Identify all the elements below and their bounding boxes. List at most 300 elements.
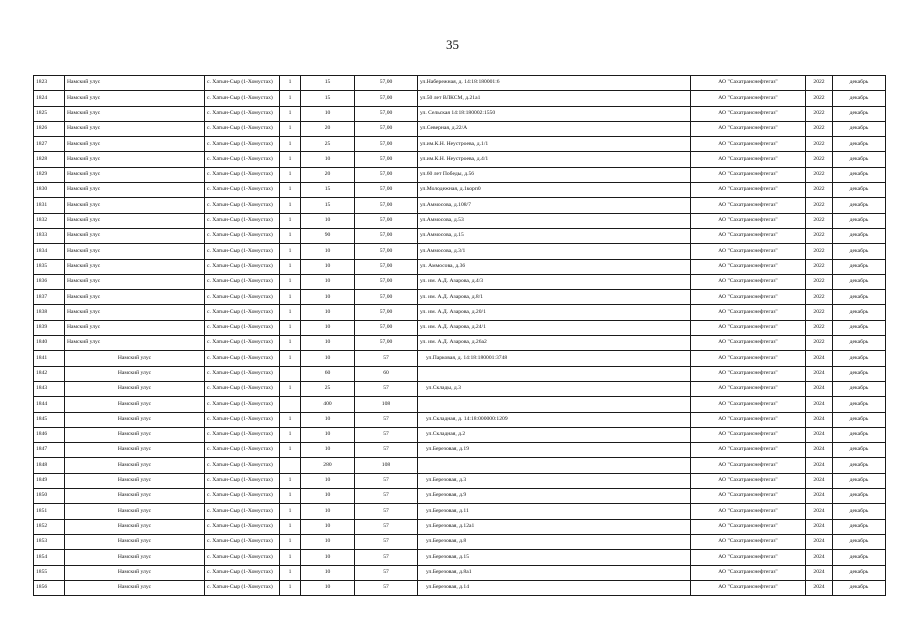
row-number: 1856 — [34, 580, 65, 595]
organization-cell: АО "Сахатранснефтегаз" — [691, 305, 806, 320]
rate-cell: 57,00 — [355, 121, 418, 136]
rate-cell: 57,00 — [355, 259, 418, 274]
row-number: 1827 — [34, 137, 65, 152]
year-cell: 2024 — [806, 443, 833, 458]
month-cell: декабрь — [833, 167, 886, 182]
year-cell: 2024 — [806, 351, 833, 366]
address-cell: ул.Березовая, д.15 — [418, 550, 691, 565]
row-number: 1847 — [34, 443, 65, 458]
table-row — [34, 381, 886, 396]
registry-table — [33, 75, 886, 596]
quantity-cell: 10 — [301, 259, 355, 274]
row-number: 1838 — [34, 305, 65, 320]
count-cell: 1 — [280, 351, 301, 366]
quantity-cell: 10 — [301, 274, 355, 289]
count-cell: 1 — [280, 106, 301, 121]
rate-cell: 57 — [355, 443, 418, 458]
district-cell: Намский улус — [65, 565, 205, 580]
rate-cell: 57 — [355, 489, 418, 504]
table-row — [34, 91, 886, 106]
count-cell: 1 — [280, 534, 301, 549]
settlement-cell: с. Хатын-Сыр (1-Хомустах) — [205, 91, 280, 106]
organization-cell: АО "Сахатранснефтегаз" — [691, 228, 806, 243]
organization-cell: АО "Сахатранснефтегаз" — [691, 443, 806, 458]
address-cell: ул.Северная, д.22/A — [418, 121, 691, 136]
settlement-cell: с. Хатын-Сыр (1-Хомустах) — [205, 106, 280, 121]
quantity-cell: 10 — [301, 305, 355, 320]
month-cell: декабрь — [833, 76, 886, 91]
rate-cell: 57,00 — [355, 305, 418, 320]
month-cell: декабрь — [833, 336, 886, 351]
registry-table-body — [34, 76, 886, 596]
organization-cell: АО "Сахатранснефтегаз" — [691, 320, 806, 335]
quantity-cell: 10 — [301, 244, 355, 259]
table-row — [34, 213, 886, 228]
organization-cell: АО "Сахатранснефтегаз" — [691, 519, 806, 534]
count-cell: 1 — [280, 489, 301, 504]
quantity-cell: 10 — [301, 550, 355, 565]
row-number: 1833 — [34, 228, 65, 243]
table-row — [34, 76, 886, 91]
organization-cell: АО "Сахатранснефтегаз" — [691, 167, 806, 182]
quantity-cell: 15 — [301, 183, 355, 198]
address-cell: ул.Аммосова, д.53 — [418, 213, 691, 228]
quantity-cell: 400 — [301, 397, 355, 412]
count-cell: 1 — [280, 244, 301, 259]
address-cell: ул.50 лет ВЛКСМ, д.21а1 — [418, 91, 691, 106]
settlement-cell: с. Хатын-Сыр (1-Хомустах) — [205, 412, 280, 427]
count-cell — [280, 458, 301, 473]
rate-cell: 57 — [355, 550, 418, 565]
district-cell: Намский улус — [65, 443, 205, 458]
count-cell: 1 — [280, 336, 301, 351]
year-cell: 2024 — [806, 534, 833, 549]
year-cell: 2022 — [806, 91, 833, 106]
settlement-cell: с. Хатын-Сыр (1-Хомустах) — [205, 443, 280, 458]
district-cell: Намский улус — [65, 550, 205, 565]
address-cell: ул. Сельская 14:18:180002:1550 — [418, 106, 691, 121]
organization-cell: АО "Сахатранснефтегаз" — [691, 534, 806, 549]
count-cell — [280, 397, 301, 412]
organization-cell: АО "Сахатранснефтегаз" — [691, 290, 806, 305]
quantity-cell: 10 — [301, 489, 355, 504]
settlement-cell: с. Хатын-Сыр (1-Хомустах) — [205, 244, 280, 259]
settlement-cell: с. Хатын-Сыр (1-Хомустах) — [205, 534, 280, 549]
rate-cell: 57,00 — [355, 274, 418, 289]
row-number: 1853 — [34, 534, 65, 549]
district-cell: Намский улус — [65, 351, 205, 366]
organization-cell: АО "Сахатранснефтегаз" — [691, 91, 806, 106]
quantity-cell: 25 — [301, 381, 355, 396]
district-cell: Намский улус — [65, 167, 205, 182]
address-cell: ул.Березовая, д.3 — [418, 473, 691, 488]
rate-cell: 57,00 — [355, 167, 418, 182]
rate-cell: 57,00 — [355, 244, 418, 259]
row-number: 1824 — [34, 91, 65, 106]
year-cell: 2022 — [806, 121, 833, 136]
quantity-cell: 10 — [301, 106, 355, 121]
row-number: 1842 — [34, 366, 65, 381]
address-cell: ул.Березовая, д.8 — [418, 534, 691, 549]
year-cell: 2022 — [806, 167, 833, 182]
settlement-cell: с. Хатын-Сыр (1-Хомустах) — [205, 259, 280, 274]
organization-cell: АО "Сахатранснефтегаз" — [691, 550, 806, 565]
organization-cell: АО "Сахатранснефтегаз" — [691, 412, 806, 427]
rate-cell: 57,00 — [355, 152, 418, 167]
organization-cell: АО "Сахатранснефтегаз" — [691, 121, 806, 136]
address-cell: ул. им. А.Д. Азарова, д.8/1 — [418, 290, 691, 305]
month-cell: декабрь — [833, 91, 886, 106]
year-cell: 2024 — [806, 412, 833, 427]
organization-cell: АО "Сахатранснефтегаз" — [691, 397, 806, 412]
district-cell: Намский улус — [65, 366, 205, 381]
table-row — [34, 443, 886, 458]
table-row — [34, 427, 886, 442]
rate-cell: 57,00 — [355, 198, 418, 213]
row-number: 1840 — [34, 336, 65, 351]
organization-cell: АО "Сахатранснефтегаз" — [691, 366, 806, 381]
rate-cell: 57,00 — [355, 137, 418, 152]
count-cell: 1 — [280, 167, 301, 182]
district-cell: Намский улус — [65, 397, 205, 412]
year-cell: 2024 — [806, 397, 833, 412]
year-cell: 2022 — [806, 320, 833, 335]
organization-cell: АО "Сахатранснефтегаз" — [691, 489, 806, 504]
count-cell: 1 — [280, 550, 301, 565]
quantity-cell: 10 — [301, 519, 355, 534]
organization-cell: АО "Сахатранснефтегаз" — [691, 351, 806, 366]
count-cell: 1 — [280, 228, 301, 243]
organization-cell: АО "Сахатранснефтегаз" — [691, 580, 806, 595]
table-row — [34, 228, 886, 243]
district-cell: Намский улус — [65, 106, 205, 121]
settlement-cell: с. Хатын-Сыр (1-Хомустах) — [205, 458, 280, 473]
month-cell: декабрь — [833, 259, 886, 274]
month-cell: декабрь — [833, 519, 886, 534]
organization-cell: АО "Сахатранснефтегаз" — [691, 274, 806, 289]
month-cell: декабрь — [833, 504, 886, 519]
settlement-cell: с. Хатын-Сыр (1-Хомустах) — [205, 336, 280, 351]
month-cell: декабрь — [833, 427, 886, 442]
district-cell: Намский улус — [65, 489, 205, 504]
quantity-cell: 10 — [301, 152, 355, 167]
address-cell: ул.Складная, д. 14:18:000000:1209 — [418, 412, 691, 427]
month-cell: декабрь — [833, 290, 886, 305]
address-cell: ул.им.К.Н. Неустроева, д.1/1 — [418, 137, 691, 152]
month-cell: декабрь — [833, 473, 886, 488]
rate-cell: 57,00 — [355, 76, 418, 91]
address-cell: ул.Березовая, д.9 — [418, 489, 691, 504]
district-cell: Намский улус — [65, 290, 205, 305]
rate-cell: 57,00 — [355, 106, 418, 121]
row-number: 1846 — [34, 427, 65, 442]
count-cell: 1 — [280, 290, 301, 305]
quantity-cell: 10 — [301, 290, 355, 305]
table-row — [34, 290, 886, 305]
organization-cell: АО "Сахатранснефтегаз" — [691, 336, 806, 351]
organization-cell: АО "Сахатранснефтегаз" — [691, 259, 806, 274]
year-cell: 2024 — [806, 458, 833, 473]
rate-cell: 57,00 — [355, 183, 418, 198]
rate-cell: 57,00 — [355, 228, 418, 243]
rate-cell: 57 — [355, 534, 418, 549]
address-cell: ул.60 лет Победы, д.56 — [418, 167, 691, 182]
rate-cell: 57 — [355, 565, 418, 580]
rate-cell: 57 — [355, 351, 418, 366]
table-row — [34, 137, 886, 152]
settlement-cell: с. Хатын-Сыр (1-Хомустах) — [205, 76, 280, 91]
settlement-cell: с. Хатын-Сыр (1-Хомустах) — [205, 121, 280, 136]
row-number: 1844 — [34, 397, 65, 412]
count-cell: 1 — [280, 76, 301, 91]
table-row — [34, 152, 886, 167]
rate-cell: 60 — [355, 366, 418, 381]
count-cell: 1 — [280, 580, 301, 595]
district-cell: Намский улус — [65, 244, 205, 259]
row-number: 1854 — [34, 550, 65, 565]
month-cell: декабрь — [833, 121, 886, 136]
year-cell: 2022 — [806, 274, 833, 289]
row-number: 1834 — [34, 244, 65, 259]
address-cell: ул. им. А.Д. Азарова, д.20/1 — [418, 305, 691, 320]
organization-cell: АО "Сахатранснефтегаз" — [691, 244, 806, 259]
rate-cell: 57 — [355, 580, 418, 595]
settlement-cell: с. Хатын-Сыр (1-Хомустах) — [205, 580, 280, 595]
table-row — [34, 473, 886, 488]
month-cell: декабрь — [833, 412, 886, 427]
address-cell: ул.Склады, д.3 — [418, 381, 691, 396]
settlement-cell: с. Хатын-Сыр (1-Хомустах) — [205, 198, 280, 213]
address-cell — [418, 366, 691, 381]
count-cell: 1 — [280, 320, 301, 335]
settlement-cell: с. Хатын-Сыр (1-Хомустах) — [205, 290, 280, 305]
year-cell: 2024 — [806, 580, 833, 595]
address-cell: ул. Аммосова, д.36 — [418, 259, 691, 274]
year-cell: 2022 — [806, 244, 833, 259]
organization-cell: АО "Сахатранснефтегаз" — [691, 152, 806, 167]
count-cell: 1 — [280, 91, 301, 106]
district-cell: Намский улус — [65, 274, 205, 289]
table-row — [34, 504, 886, 519]
count-cell: 1 — [280, 213, 301, 228]
district-cell: Намский улус — [65, 121, 205, 136]
table-row — [34, 366, 886, 381]
row-number: 1841 — [34, 351, 65, 366]
count-cell: 1 — [280, 519, 301, 534]
month-cell: декабрь — [833, 534, 886, 549]
year-cell: 2022 — [806, 290, 833, 305]
organization-cell: АО "Сахатранснефтегаз" — [691, 458, 806, 473]
count-cell: 1 — [280, 443, 301, 458]
organization-cell: АО "Сахатранснефтегаз" — [691, 76, 806, 91]
settlement-cell: с. Хатын-Сыр (1-Хомустах) — [205, 381, 280, 396]
month-cell: декабрь — [833, 213, 886, 228]
year-cell: 2022 — [806, 106, 833, 121]
year-cell: 2022 — [806, 259, 833, 274]
district-cell: Намский улус — [65, 534, 205, 549]
address-cell: ул.Аммосова, д.15 — [418, 228, 691, 243]
row-number: 1849 — [34, 473, 65, 488]
table-row — [34, 351, 886, 366]
row-number: 1825 — [34, 106, 65, 121]
year-cell: 2022 — [806, 152, 833, 167]
table-row — [34, 274, 886, 289]
month-cell: декабрь — [833, 228, 886, 243]
year-cell: 2022 — [806, 213, 833, 228]
rate-cell: 57,00 — [355, 320, 418, 335]
address-cell: ул.им.К.Н. Неустроева, д.4/1 — [418, 152, 691, 167]
row-number: 1830 — [34, 183, 65, 198]
district-cell: Намский улус — [65, 305, 205, 320]
quantity-cell: 280 — [301, 458, 355, 473]
rate-cell: 57,00 — [355, 290, 418, 305]
row-number: 1845 — [34, 412, 65, 427]
district-cell: Намский улус — [65, 228, 205, 243]
address-cell: ул. им. А.Д. Азарова, д.24/1 — [418, 320, 691, 335]
address-cell — [418, 397, 691, 412]
rate-cell: 57,00 — [355, 336, 418, 351]
row-number: 1831 — [34, 198, 65, 213]
district-cell: Намский улус — [65, 336, 205, 351]
row-number: 1848 — [34, 458, 65, 473]
rate-cell: 57 — [355, 473, 418, 488]
organization-cell: АО "Сахатранснефтегаз" — [691, 137, 806, 152]
year-cell: 2022 — [806, 228, 833, 243]
quantity-cell: 25 — [301, 137, 355, 152]
quantity-cell: 10 — [301, 412, 355, 427]
table-row — [34, 183, 886, 198]
address-cell — [418, 458, 691, 473]
settlement-cell: с. Хатын-Сыр (1-Хомустах) — [205, 550, 280, 565]
table-row — [34, 259, 886, 274]
settlement-cell: с. Хатын-Сыр (1-Хомустах) — [205, 397, 280, 412]
row-number: 1829 — [34, 167, 65, 182]
month-cell: декабрь — [833, 397, 886, 412]
row-number: 1852 — [34, 519, 65, 534]
organization-cell: АО "Сахатранснефтегаз" — [691, 381, 806, 396]
table-row — [34, 305, 886, 320]
row-number: 1851 — [34, 504, 65, 519]
address-cell: ул.Набережная, д. 14:18:180001:6 — [418, 76, 691, 91]
quantity-cell: 10 — [301, 565, 355, 580]
settlement-cell: с. Хатын-Сыр (1-Хомустах) — [205, 366, 280, 381]
year-cell: 2024 — [806, 550, 833, 565]
organization-cell: АО "Сахатранснефтегаз" — [691, 504, 806, 519]
year-cell: 2024 — [806, 427, 833, 442]
year-cell: 2024 — [806, 489, 833, 504]
settlement-cell: с. Хатын-Сыр (1-Хомустах) — [205, 427, 280, 442]
organization-cell: АО "Сахатранснефтегаз" — [691, 213, 806, 228]
year-cell: 2024 — [806, 366, 833, 381]
district-cell: Намский улус — [65, 213, 205, 228]
rate-cell: 57 — [355, 427, 418, 442]
count-cell: 1 — [280, 565, 301, 580]
table-row — [34, 336, 886, 351]
year-cell: 2022 — [806, 305, 833, 320]
district-cell: Намский улус — [65, 412, 205, 427]
year-cell: 2024 — [806, 381, 833, 396]
district-cell: Намский улус — [65, 76, 205, 91]
month-cell: декабрь — [833, 550, 886, 565]
organization-cell: АО "Сахатранснефтегаз" — [691, 427, 806, 442]
row-number: 1839 — [34, 320, 65, 335]
settlement-cell: с. Хатын-Сыр (1-Хомустах) — [205, 504, 280, 519]
organization-cell: АО "Сахатранснефтегаз" — [691, 106, 806, 121]
district-cell: Намский улус — [65, 381, 205, 396]
row-number: 1823 — [34, 76, 65, 91]
organization-cell: АО "Сахатранснефтегаз" — [691, 198, 806, 213]
rate-cell: 108 — [355, 458, 418, 473]
quantity-cell: 10 — [301, 320, 355, 335]
count-cell: 1 — [280, 137, 301, 152]
table-row — [34, 534, 886, 549]
quantity-cell: 10 — [301, 534, 355, 549]
month-cell: декабрь — [833, 458, 886, 473]
table-row — [34, 106, 886, 121]
district-cell: Намский улус — [65, 580, 205, 595]
month-cell: декабрь — [833, 198, 886, 213]
address-cell: ул. им. А.Д. Азарова, д.4/3 — [418, 274, 691, 289]
count-cell: 1 — [280, 381, 301, 396]
district-cell: Намский улус — [65, 504, 205, 519]
month-cell: декабрь — [833, 580, 886, 595]
table-row — [34, 412, 886, 427]
table-row — [34, 198, 886, 213]
settlement-cell: с. Хатын-Сыр (1-Хомустах) — [205, 519, 280, 534]
quantity-cell: 15 — [301, 198, 355, 213]
count-cell: 1 — [280, 504, 301, 519]
settlement-cell: с. Хатын-Сыр (1-Хомустах) — [205, 167, 280, 182]
settlement-cell: с. Хатын-Сыр (1-Хомустах) — [205, 228, 280, 243]
district-cell: Намский улус — [65, 91, 205, 106]
district-cell: Намский улус — [65, 458, 205, 473]
settlement-cell: с. Хатын-Сыр (1-Хомустах) — [205, 274, 280, 289]
row-number: 1850 — [34, 489, 65, 504]
quantity-cell: 10 — [301, 580, 355, 595]
table-row — [34, 121, 886, 136]
month-cell: декабрь — [833, 565, 886, 580]
row-number: 1835 — [34, 259, 65, 274]
district-cell: Намский улус — [65, 473, 205, 488]
district-cell: Намский улус — [65, 320, 205, 335]
row-number: 1837 — [34, 290, 65, 305]
address-cell: ул. им. А.Д. Азарова, д.26а2 — [418, 336, 691, 351]
rate-cell: 108 — [355, 397, 418, 412]
count-cell: 1 — [280, 198, 301, 213]
month-cell: декабрь — [833, 152, 886, 167]
district-cell: Намский улус — [65, 137, 205, 152]
table-row — [34, 489, 886, 504]
address-cell: ул.Березовая, д.19 — [418, 443, 691, 458]
count-cell: 1 — [280, 412, 301, 427]
address-cell: ул.Аммосова, д.3/1 — [418, 244, 691, 259]
rate-cell: 57 — [355, 412, 418, 427]
count-cell: 1 — [280, 121, 301, 136]
year-cell: 2024 — [806, 504, 833, 519]
quantity-cell: 10 — [301, 427, 355, 442]
quantity-cell: 15 — [301, 91, 355, 106]
table-row — [34, 550, 886, 565]
quantity-cell: 15 — [301, 76, 355, 91]
count-cell: 1 — [280, 305, 301, 320]
month-cell: декабрь — [833, 137, 886, 152]
month-cell: декабрь — [833, 274, 886, 289]
address-cell: ул.Аммосова, д.108/7 — [418, 198, 691, 213]
year-cell: 2022 — [806, 183, 833, 198]
settlement-cell: с. Хатын-Сыр (1-Хомустах) — [205, 213, 280, 228]
settlement-cell: с. Хатын-Сыр (1-Хомустах) — [205, 137, 280, 152]
settlement-cell: с. Хатын-Сыр (1-Хомустах) — [205, 320, 280, 335]
